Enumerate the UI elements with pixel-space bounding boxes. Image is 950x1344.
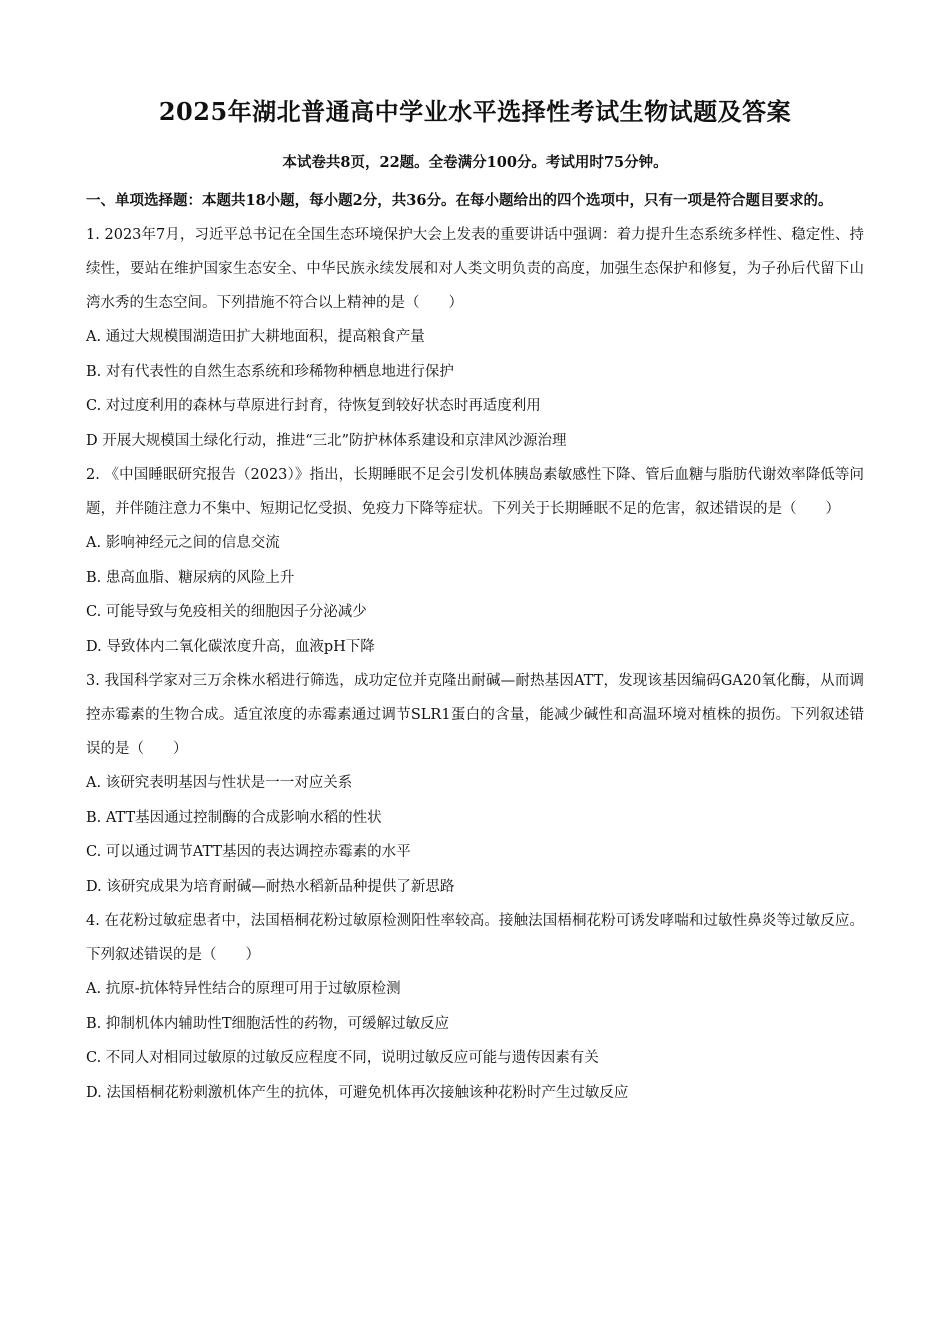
option-b: B. 抑制机体内辅助性T细胞活性的药物，可缓解过敏反应 bbox=[86, 1015, 450, 1032]
option-b: B. 对有代表性的自然生态系统和珍稀物种栖息地进行保护 bbox=[86, 363, 454, 380]
exam-title: 2025年湖北普通高中学业水平选择性考试生物试题及答案 bbox=[158, 97, 792, 126]
question-3 bbox=[86, 664, 864, 904]
option-d: D. 该研究成果为培育耐碱—耐热水稻新品种提供了新思路 bbox=[86, 878, 455, 895]
section-heading: 一、单项选择题：本题共18小题，每小题2分，共36分。在每小题给出的四个选项中，只有一项是符合题目要求的。 bbox=[86, 192, 833, 209]
option-b: B. 患高血脂、糖尿病的风险上升 bbox=[86, 569, 295, 586]
option-d: D. 导致体内二氧化碳浓度升高，血液pH下降 bbox=[86, 638, 375, 655]
option-b: B. ATT基因通过控制酶的合成影响水稻的性状 bbox=[86, 809, 382, 826]
option-d: D. 法国梧桐花粉刺激机体产生的抗体，可避免机体再次接触该种花粉时产生过敏反应 bbox=[86, 1084, 629, 1101]
option-a: A. 抗原-抗体特异性结合的原理可用于过敏原检测 bbox=[86, 981, 401, 997]
option-c: C. 对过度利用的森林与草原进行封育，待恢复到较好状态时再适度利用 bbox=[86, 398, 541, 414]
exam-subtitle: 本试卷共8页，22题。全卷满分100分。考试用时75分钟。 bbox=[282, 154, 668, 171]
option-a: A. 通过大规模围湖造田扩大耕地面积，提高粮食产量 bbox=[86, 329, 425, 345]
question-4 bbox=[86, 904, 864, 1110]
question-stem: 2. 《中国睡眠研究报告（2023）》指出，长期睡眠不足会引发机体胰岛素敏感性下降、管后血糖与脂肪代谢效率降低等问题，并伴随注意力不集中、短期记忆受损、免疫力下降等症状。下列关于长期睡眠不足的危害，叙述错误的是（ ） bbox=[86, 467, 864, 517]
option-c: C. 不同人对相同过敏原的过敏反应程度不同，说明过敏反应可能与遗传因素有关 bbox=[86, 1050, 599, 1066]
option-d: D 开展大规模国土绿化行动，推进“三北”防护林体系建设和京津风沙源治理 bbox=[86, 432, 567, 449]
question-stem: 3. 我国科学家对三万余株水稻进行筛选，成功定位并克隆出耐碱—耐热基因ATT，发现该基因编码GA20氧化酶，从而调控赤霉素的生物合成。适宜浓度的赤霉素通过调节SLR1蛋白的含量，能减少碱性和高温环境对植株的损伤。下列叙述错误的是（ ） bbox=[86, 673, 864, 757]
option-a: A. 该研究表明基因与性状是一一对应关系 bbox=[86, 775, 353, 791]
option-c: C. 可能导致与免疫相关的细胞因子分泌减少 bbox=[86, 604, 367, 620]
question-stem: 4. 在花粉过敏症患者中，法国梧桐花粉过敏原检测阳性率较高。接触法国梧桐花粉可诱发哮喘和过敏性鼻炎等过敏反应。下列叙述错误的是（ ） bbox=[86, 913, 864, 963]
option-a: A. 影响神经元之间的信息交流 bbox=[86, 535, 280, 551]
option-c: C. 可以通过调节ATT基因的表达调控赤霉素的水平 bbox=[86, 844, 411, 860]
question-1 bbox=[86, 218, 864, 458]
question-2 bbox=[86, 458, 864, 664]
question-stem: 1. 2023年7月，习近平总书记在全国生态环境保护大会上发表的重要讲话中强调：着力提升生态系统多样性、稳定性、持续性，要站在维护国家生态安全、中华民族永续发展和对人类文明负责的高度，加强生态保护和修复，为子孙后代留下山湾水秀的生态空间。下列措施不符合以上精神的是（ ） bbox=[86, 227, 864, 311]
